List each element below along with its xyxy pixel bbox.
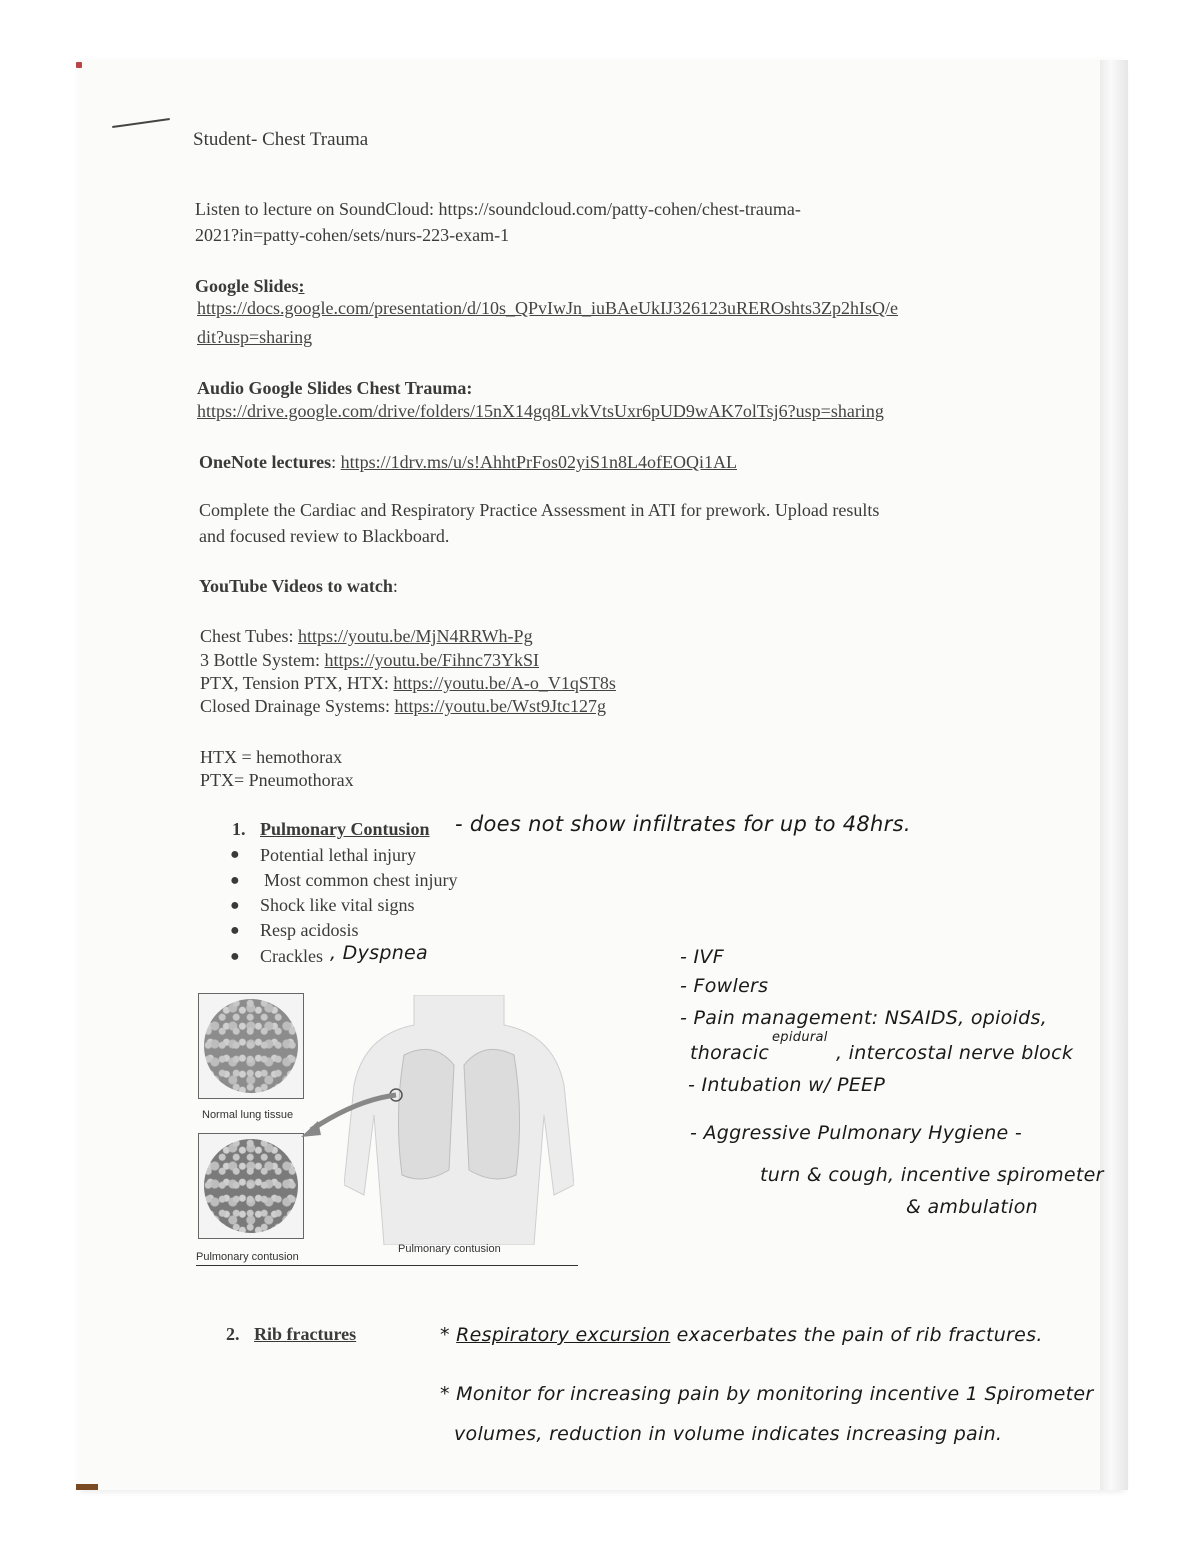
section-1-number: 1. — [232, 819, 246, 839]
video-row-closed-drainage — [200, 694, 606, 718]
assessment-line-2: and focused review to Blackboard. — [199, 526, 450, 546]
bullet-item: Potential lethal injury — [260, 845, 416, 865]
section-2-number: 2. — [226, 1324, 240, 1344]
handnote-epidural: epidural — [772, 1030, 828, 1045]
contusion-lung-circle — [198, 1133, 304, 1239]
onenote-link[interactable]: https://1drv.ms/u/s!AhhtPrFos02yiS1n8L4ofEOQi1AL — [340, 452, 738, 472]
youtube-heading-text: YouTube Videos to watch — [199, 576, 393, 596]
onenote-row — [199, 450, 737, 474]
google-slides-colon: : — [298, 276, 305, 296]
pulmonary-contusion-figure — [196, 985, 580, 1270]
crackles-handnote: , Dyspnea — [330, 942, 428, 964]
rib-note-2-line-1: * Monitor for increasing pain by monitoring incentive 1 Spirometer — [440, 1383, 1094, 1405]
google-slides-link-1[interactable]: https://docs.google.com/presentation/d/10s_QPvIwJn_iuBAeUkIJ326123uREROshts3Zp2hIsQ/e — [197, 298, 898, 318]
rib-note-1 — [440, 1324, 1043, 1346]
rib-note-1-rest: exacerbates the pain of rib fractures. — [670, 1324, 1043, 1346]
bullet-dot: ● — [230, 922, 240, 939]
bullet-dot: ● — [230, 897, 240, 914]
bullet-dot: ● — [230, 846, 240, 863]
handnote-fowlers: - Fowlers — [680, 975, 769, 997]
handnote-intubation: - Intubation w/ PEEP — [688, 1074, 886, 1096]
video-row-ptx — [200, 671, 616, 695]
onenote-label: OneNote lectures — [199, 452, 332, 472]
rib-note-1-asterisk: * — [440, 1324, 457, 1346]
figure-divider — [196, 1265, 578, 1266]
video-link[interactable]: https://youtu.be/Wst9Jtc127g — [394, 696, 606, 716]
onenote-colon: : — [331, 452, 341, 472]
handnote-ambulation: & ambulation — [906, 1196, 1039, 1218]
video-row-chest-tubes — [200, 624, 533, 648]
bullet-item: Crackles — [260, 946, 323, 966]
contusion-caption-right: Pulmonary contusion — [398, 1243, 501, 1255]
contusion-caption-left: Pulmonary contusion — [196, 1251, 299, 1263]
handnote-thoracic: thoracic — [690, 1042, 770, 1064]
pointer-arrow — [296, 1085, 406, 1145]
normal-lung-caption: Normal lung tissue — [202, 1109, 294, 1121]
youtube-heading — [199, 574, 398, 598]
audio-slides-link[interactable]: https://drive.google.com/drive/folders/15nX14gq8LvkVtsUxr6pUD9wAK7olTsj6?usp=sharing — [197, 401, 884, 421]
audio-slides-heading: Audio Google Slides Chest Trauma: — [197, 378, 473, 398]
normal-lung-circle — [198, 993, 304, 1099]
handnote-pulmonary-hygiene: - Aggressive Pulmonary Hygiene - — [690, 1122, 1023, 1144]
corner-mark — [76, 62, 82, 68]
youtube-heading-colon: : — [392, 576, 398, 596]
soundcloud-line-2: 2021?in=patty-cohen/sets/nurs-223-exam-1 — [195, 225, 510, 245]
abbrev-ptx: PTX= Pneumothorax — [200, 770, 354, 790]
video-label: 3 Bottle System: — [200, 650, 325, 670]
video-link[interactable]: https://youtu.be/Fihnc73YkSI — [324, 650, 540, 670]
section-2-title: Rib fractures — [254, 1324, 357, 1344]
soundcloud-line-1: Listen to lecture on SoundCloud: https://soundcloud.com/patty-cohen/chest-trauma- — [195, 199, 801, 219]
video-link[interactable]: https://youtu.be/A-o_V1qST8s — [393, 673, 616, 693]
handnote-turn-cough: turn & cough, incentive spirometer — [760, 1164, 1104, 1186]
video-row-3-bottle — [200, 648, 539, 672]
bullet-item: Most common chest injury — [264, 870, 458, 890]
handnote-intercostal: , intercostal nerve block — [836, 1042, 1074, 1064]
bullet-item: Shock like vital signs — [260, 895, 415, 915]
bullet-item: Resp acidosis — [260, 920, 359, 940]
section-1-handnote: - does not show infiltrates for up to 48hrs. — [455, 812, 911, 836]
google-slides-label: Google Slides — [195, 276, 299, 296]
handnote-pain-management: - Pain management: NSAIDS, opioids, — [680, 1007, 1048, 1029]
google-slides-link-2[interactable]: dit?usp=sharing — [197, 327, 313, 347]
video-label: Closed Drainage Systems: — [200, 696, 395, 716]
section-1-title: Pulmonary Contusion — [260, 819, 430, 839]
paper-edge — [1100, 60, 1128, 1490]
video-label: PTX, Tension PTX, HTX: — [200, 673, 394, 693]
google-slides-heading — [195, 274, 305, 298]
rib-note-2-line-2: volumes, reduction in volume indicates increasing pain. — [454, 1423, 1003, 1445]
handnote-ivf: - IVF — [680, 946, 724, 968]
video-link[interactable]: https://youtu.be/MjN4RRWh-Pg — [298, 626, 533, 646]
page-title: Student- Chest Trauma — [193, 129, 369, 150]
bullet-dot: ● — [230, 948, 240, 965]
corner-mark-bottom — [76, 1484, 98, 1490]
video-label: Chest Tubes: — [200, 626, 299, 646]
bullet-dot: ● — [230, 872, 240, 889]
assessment-line-1: Complete the Cardiac and Respiratory Practice Assessment in ATI for prework. Upload results — [199, 500, 880, 520]
abbrev-htx: HTX = hemothorax — [200, 747, 343, 767]
rib-note-1-underlined: Respiratory excursion — [456, 1324, 671, 1346]
